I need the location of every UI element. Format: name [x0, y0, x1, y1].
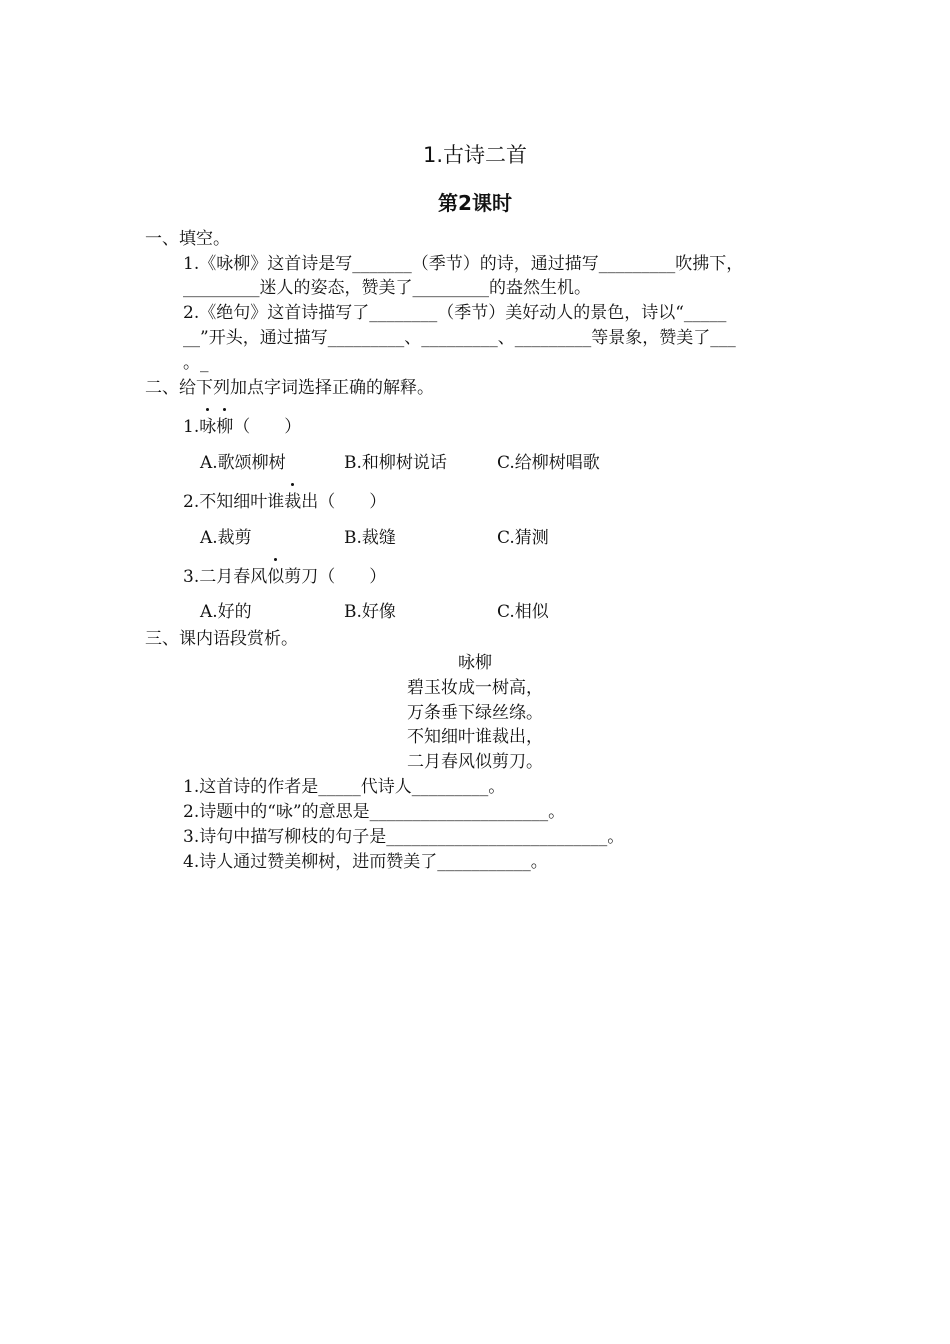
poem-line-1: 碧玉妆成一树高， [407, 678, 543, 698]
s2-q1-dotted-word [199, 417, 233, 437]
s2-q3-option-c: C.相似 [497, 602, 549, 622]
section3-heading: 三、课内语段赏析。 [145, 629, 298, 649]
s2-q1-stem [183, 415, 301, 439]
lesson-subtitle: 第2课时 [438, 191, 512, 215]
poem-title: 咏柳 [458, 653, 492, 673]
s2-q3-prefix: 3.二月春风 [183, 567, 268, 587]
s1-q2-line1: 2.《绝句》这首诗描写了________（季节）美好动人的景色，诗以“_____ [183, 303, 727, 323]
s2-q2-prefix: 2.不知细叶谁 [183, 492, 285, 512]
page-title: 1.古诗二首 [422, 143, 528, 167]
s2-q2-suffix: 出（ ） [301, 492, 387, 512]
s2-q3-option-b: B.好像 [344, 602, 396, 622]
s2-q1-prefix: 1. [183, 417, 200, 437]
s2-q3-stem [183, 565, 386, 589]
s3-question-1: 1.这首诗的作者是_____代诗人_________。 [183, 777, 506, 797]
s2-q1-option-c: C.给柳树唱歌 [497, 453, 600, 473]
s3-question-3: 3.诗句中描写柳枝的句子是__________________________。 [183, 827, 625, 847]
s3-question-2: 2.诗题中的“咏”的意思是_____________________。 [183, 802, 566, 822]
poem-line-2: 万条垂下绿丝绦。 [407, 703, 543, 723]
s2-q2-stem [183, 490, 386, 514]
s2-q2-dotted-char: 裁 [284, 492, 302, 512]
s1-q1-line2: _________迷人的姿态，赞美了_________的盎然生机。 [183, 278, 591, 298]
poem-line-3: 不知细叶谁裁出， [407, 727, 543, 747]
s2-q1-option-b: B.和柳树说话 [344, 453, 447, 473]
s2-q3-dotted-char: 似 [267, 567, 285, 587]
section2-heading: 二、给下列加点字词选择正确的解释。 [145, 378, 434, 398]
s3-question-4: 4.诗人通过赞美柳树，进而赞美了___________。 [183, 852, 548, 872]
section1-heading: 一、填空。 [145, 229, 230, 249]
s2-q1-suffix: （ ） [233, 417, 302, 437]
s1-q1-line1: 1.《咏柳》这首诗是写_______（季节）的诗，通过描写_________吹拂下， [183, 254, 744, 274]
s2-q3-suffix: 剪刀（ ） [284, 567, 387, 587]
s2-q2-option-c: C.猜测 [497, 528, 549, 548]
s1-q2-line3: 。_ [183, 353, 209, 373]
s2-q2-option-a: A.裁剪 [200, 528, 252, 548]
s2-q1-option-a: A.歌颂柳树 [200, 453, 286, 473]
s2-q2-option-b: B.裁缝 [344, 528, 396, 548]
s1-q2-line2: __”开头，通过描写_________、_________、_________等景象，赞美了___ [183, 328, 736, 348]
poem-line-4: 二月春风似剪刀。 [407, 752, 543, 772]
s2-q3-option-a: A.好的 [200, 602, 252, 622]
dotted-char: 咏 [199, 417, 217, 437]
dotted-char: 柳 [216, 417, 234, 437]
